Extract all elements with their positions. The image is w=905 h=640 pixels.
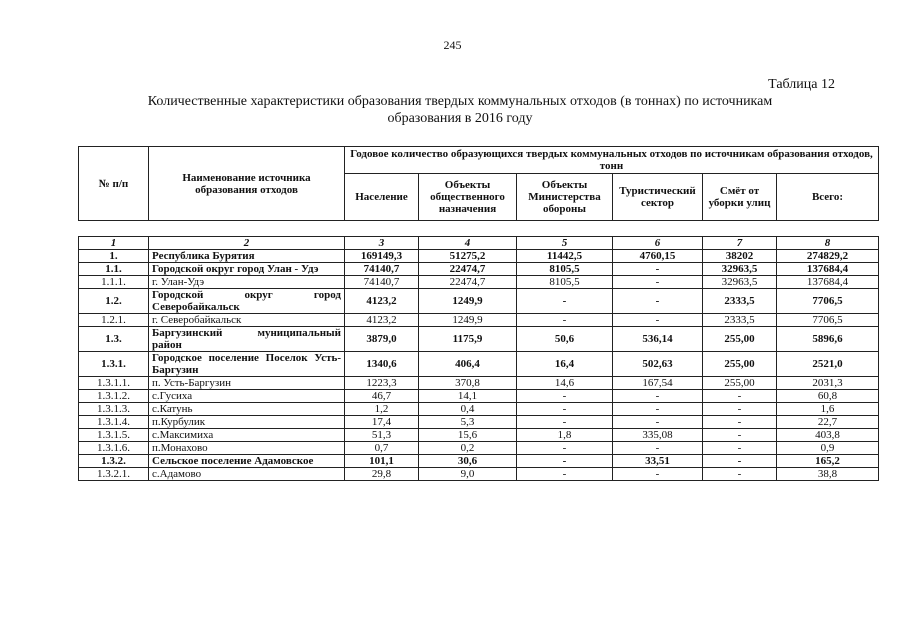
row-value-cell: 16,4 [517,352,613,377]
row-value-cell: 3879,0 [345,327,419,352]
row-value-cell: 32963,5 [703,263,777,276]
table-row [79,403,879,416]
row-value-cell: 4760,15 [613,250,703,263]
row-value-cell: - [613,416,703,429]
row-number-cell: 1.3.2. [79,455,149,468]
row-value-cell: 33,51 [613,455,703,468]
page-number: 245 [443,38,462,52]
column-index-row [79,237,879,250]
row-name-cell: Городское поселение Поселок Усть-Баргузин [149,352,345,377]
index-cell: 8 [777,237,879,250]
row-name-cell: Сельское поселение Адамовское [149,455,345,468]
table-row [79,429,879,442]
row-value-cell: 0,9 [777,442,879,455]
row-value-cell: 5,3 [419,416,517,429]
row-value-cell: 274829,2 [777,250,879,263]
row-value-cell: - [517,403,613,416]
row-value-cell: 74140,7 [345,276,419,289]
row-value-cell: 14,1 [419,390,517,403]
row-value-cell: - [613,314,703,327]
row-name-cell: с.Максимиха [149,429,345,442]
row-value-cell: 1,6 [777,403,879,416]
row-value-cell: 1340,6 [345,352,419,377]
header-population: Население [345,174,419,221]
row-value-cell: - [517,468,613,481]
row-value-cell: 167,54 [613,377,703,390]
row-name-cell: п.Монахово [149,442,345,455]
row-value-cell: 60,8 [777,390,879,403]
row-value-cell: 4123,2 [345,314,419,327]
row-value-cell: - [517,289,613,314]
row-number-cell: 1. [79,250,149,263]
row-value-cell: 2521,0 [777,352,879,377]
row-value-cell: 335,08 [613,429,703,442]
row-value-cell: 7706,5 [777,289,879,314]
row-value-cell: 165,2 [777,455,879,468]
row-value-cell: - [703,429,777,442]
row-value-cell: 8105,5 [517,263,613,276]
row-value-cell: 2333,5 [703,289,777,314]
row-value-cell: - [703,455,777,468]
index-cell: 3 [345,237,419,250]
row-name-cell: Городской округ город Северобайкальск [149,289,345,314]
table-label: Таблица 12 [768,77,835,92]
row-number-cell: 1.3.2.1. [79,468,149,481]
row-value-cell: - [703,403,777,416]
header-source: Наименование источника образования отходов [149,147,345,221]
row-value-cell: 255,00 [703,352,777,377]
title-line-2: образования в 2016 году [387,111,533,126]
table-row [79,352,879,377]
row-value-cell: 22,7 [777,416,879,429]
row-value-cell: 536,14 [613,327,703,352]
row-name-cell: п. Усть-Баргузин [149,377,345,390]
index-cell: 2 [149,237,345,250]
row-name-cell: г. Улан-Удэ [149,276,345,289]
row-value-cell: 29,8 [345,468,419,481]
header-total: Всего: [777,174,879,221]
table-row [79,314,879,327]
row-value-cell: 406,4 [419,352,517,377]
table-row [79,455,879,468]
row-value-cell: 255,00 [703,377,777,390]
index-cell: 1 [79,237,149,250]
row-number-cell: 1.3.1.6. [79,442,149,455]
row-name-cell: с.Гусиха [149,390,345,403]
table-row [79,263,879,276]
row-value-cell: 14,6 [517,377,613,390]
row-value-cell: 1,8 [517,429,613,442]
index-cell: 5 [517,237,613,250]
row-value-cell: 74140,7 [345,263,419,276]
row-name-cell: с.Катунь [149,403,345,416]
row-value-cell: - [613,263,703,276]
row-value-cell: 1,2 [345,403,419,416]
row-value-cell: 370,8 [419,377,517,390]
row-value-cell: 5896,6 [777,327,879,352]
data-table [78,236,879,481]
table-row [79,442,879,455]
table-row [79,468,879,481]
table-row [79,390,879,403]
row-value-cell: 169149,3 [345,250,419,263]
row-name-cell: Городской округ город Улан - Удэ [149,263,345,276]
row-value-cell: 38202 [703,250,777,263]
row-value-cell: 11442,5 [517,250,613,263]
row-name-cell: Республика Бурятия [149,250,345,263]
table-row [79,250,879,263]
table-header [78,146,879,221]
row-number-cell: 1.2.1. [79,314,149,327]
row-value-cell: 137684,4 [777,276,879,289]
row-value-cell: 30,6 [419,455,517,468]
row-value-cell: - [613,468,703,481]
table-row [79,276,879,289]
table-row [79,289,879,314]
table-row [79,327,879,352]
row-number-cell: 1.1.1. [79,276,149,289]
row-value-cell: 137684,4 [777,263,879,276]
header-defense-objects: Объекты Министерства обороны [517,174,613,221]
row-value-cell: - [613,442,703,455]
row-number-cell: 1.3. [79,327,149,352]
header-street-sweepings: Смёт от уборки улиц [703,174,777,221]
row-value-cell: - [613,390,703,403]
row-value-cell: - [517,416,613,429]
row-value-cell: 4123,2 [345,289,419,314]
title-line-1: Количественные характеристики образования твердых коммунальных отходов (в тоннах) по источникам [147,94,773,109]
index-cell: 4 [419,237,517,250]
row-number-cell: 1.3.1.1. [79,377,149,390]
row-value-cell: 38,8 [777,468,879,481]
row-number-cell: 1.2. [79,289,149,314]
header-num: № п/п [79,147,149,221]
row-value-cell: 0,2 [419,442,517,455]
table-row [79,416,879,429]
row-value-cell: 1223,3 [345,377,419,390]
index-cell: 7 [703,237,777,250]
row-number-cell: 1.3.1.3. [79,403,149,416]
row-number-cell: 1.3.1.4. [79,416,149,429]
row-value-cell: - [613,289,703,314]
row-value-cell: 502,63 [613,352,703,377]
row-value-cell: 51275,2 [419,250,517,263]
row-name-cell: п.Курбулик [149,416,345,429]
row-value-cell: 101,1 [345,455,419,468]
row-number-cell: 1.1. [79,263,149,276]
row-value-cell: - [703,468,777,481]
row-name-cell: г. Северобайкальск [149,314,345,327]
row-value-cell: - [703,416,777,429]
row-value-cell: - [703,390,777,403]
row-value-cell: 46,7 [345,390,419,403]
row-number-cell: 1.3.1.2. [79,390,149,403]
row-value-cell: - [517,314,613,327]
row-value-cell: 15,6 [419,429,517,442]
row-value-cell: 50,6 [517,327,613,352]
row-value-cell: 51,3 [345,429,419,442]
row-value-cell: - [613,403,703,416]
row-value-cell: 22474,7 [419,263,517,276]
row-name-cell: Баргузинский муниципальный район [149,327,345,352]
row-value-cell: - [703,442,777,455]
row-number-cell: 1.3.1. [79,352,149,377]
row-value-cell: 0,7 [345,442,419,455]
header-public-objects: Объекты общественного назначения [419,174,517,221]
row-value-cell: 0,4 [419,403,517,416]
row-number-cell: 1.3.1.5. [79,429,149,442]
row-value-cell: - [517,442,613,455]
row-value-cell: 2333,5 [703,314,777,327]
row-value-cell: 1249,9 [419,314,517,327]
header-group: Годовое количество образующихся твердых коммунальных отходов по источникам образования отходов, тонн [345,147,879,174]
index-cell: 6 [613,237,703,250]
row-value-cell: 32963,5 [703,276,777,289]
row-value-cell: - [517,455,613,468]
row-value-cell: 2031,3 [777,377,879,390]
row-value-cell: 403,8 [777,429,879,442]
table-row [79,377,879,390]
row-value-cell: 1175,9 [419,327,517,352]
row-name-cell: с.Адамово [149,468,345,481]
row-value-cell: 9,0 [419,468,517,481]
row-value-cell: 22474,7 [419,276,517,289]
row-value-cell: - [517,390,613,403]
row-value-cell: 8105,5 [517,276,613,289]
row-value-cell: 17,4 [345,416,419,429]
document-title [100,93,820,127]
row-value-cell: 1249,9 [419,289,517,314]
row-value-cell: 255,00 [703,327,777,352]
row-value-cell: - [613,276,703,289]
row-value-cell: 7706,5 [777,314,879,327]
header-tourism: Туристический сектор [613,174,703,221]
